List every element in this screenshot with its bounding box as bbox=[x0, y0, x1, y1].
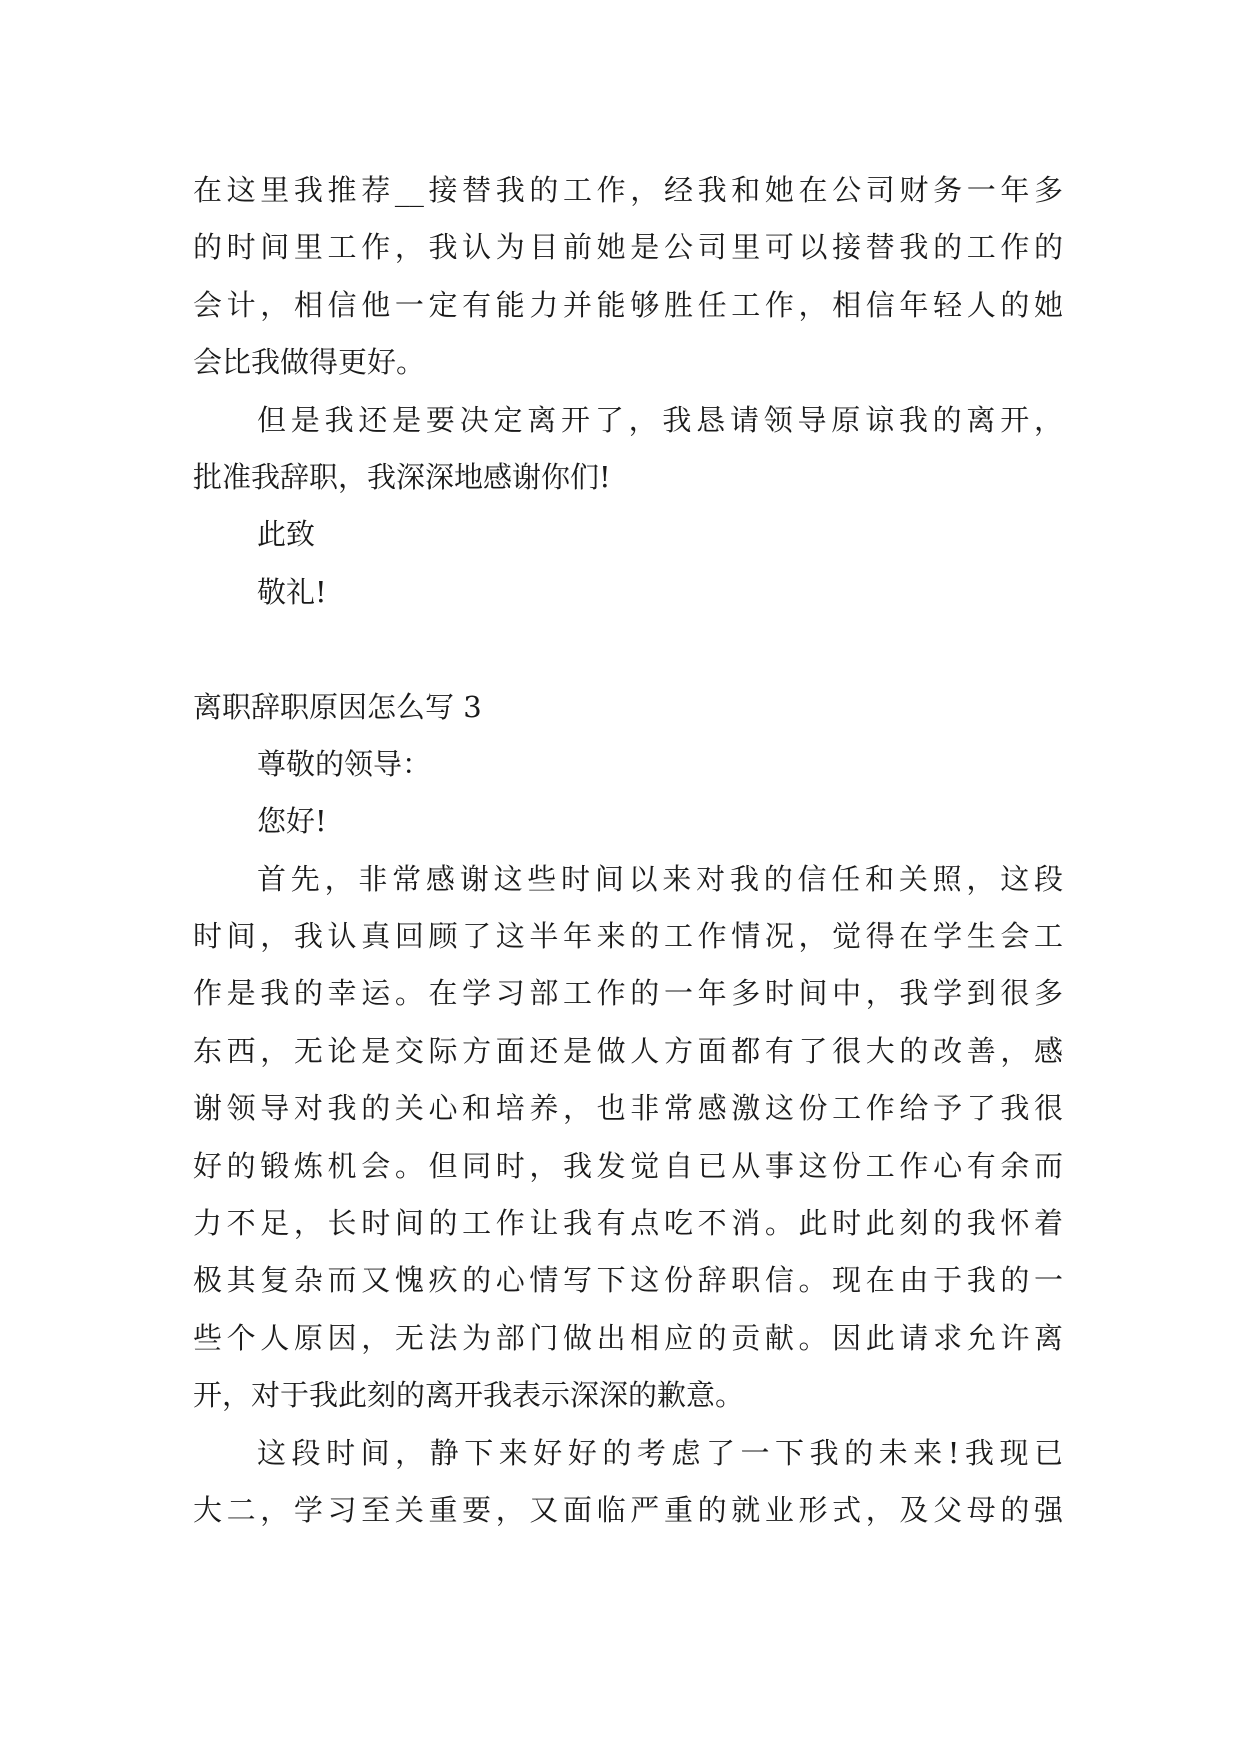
text-line: 东西，无论是交际方面还是做人方面都有了很大的改善，感 bbox=[193, 1033, 1063, 1068]
section-heading: 离职辞职原因怎么写 3 bbox=[193, 689, 482, 724]
paragraph-request bbox=[193, 392, 1063, 507]
text-line: 会比我做得更好。 bbox=[193, 345, 426, 380]
paragraph-future bbox=[193, 1425, 1063, 1540]
text-line: 开，对于我此刻的离开我表示深深的歉意。 bbox=[193, 1378, 745, 1413]
paragraph-thanks bbox=[193, 851, 1063, 1425]
text-line: 首先，非常感谢这些时间以来对我的信任和关照，这段 bbox=[257, 861, 1063, 896]
text-line: 批准我辞职，我深深地感谢你们! bbox=[193, 459, 611, 494]
document-body bbox=[193, 162, 1063, 1539]
text-line: 些个人原因，无法为部门做出相应的贡献。因此请求允许离 bbox=[193, 1320, 1063, 1355]
text-line: 会计，相信他一定有能力并能够胜任工作，相信年轻人的她 bbox=[193, 287, 1063, 322]
text-line: 力不足，长时间的工作让我有点吃不消。此时此刻的我怀着 bbox=[193, 1206, 1063, 1241]
paragraph-recommendation bbox=[193, 162, 1063, 392]
text-line: 这段时间，静下来好好的考虑了一下我的未来!我现已 bbox=[257, 1435, 1063, 1470]
text-line: 作是我的幸运。在学习部工作的一年多时间中，我学到很多 bbox=[193, 976, 1063, 1011]
text-line: 时间，我认真回顾了这半年来的工作情况，觉得在学生会工 bbox=[193, 919, 1063, 954]
text-line: 但是我还是要决定离开了，我恳请领导原谅我的离开， bbox=[257, 402, 1063, 437]
regards-phrase: 敬礼! bbox=[257, 574, 327, 609]
salutation: 尊敬的领导： bbox=[257, 746, 432, 781]
text-line: 好的锻炼机会。但同时，我发觉自已从事这份工作心有余而 bbox=[193, 1148, 1063, 1183]
text-line: 极其复杂而又愧疚的心情写下这份辞职信。现在由于我的一 bbox=[193, 1263, 1063, 1298]
text-line: 在这里我推荐__接替我的工作，经我和她在公司财务一年多 bbox=[193, 173, 1063, 207]
text-line: 大二，学习至关重要，又面临严重的就业形式，及父母的强 bbox=[193, 1492, 1063, 1527]
text-line: 的时间里工作，我认为目前她是公司里可以接替我的工作的 bbox=[193, 230, 1063, 265]
closing-phrase: 此致 bbox=[257, 517, 316, 552]
greeting: 您好! bbox=[257, 804, 327, 839]
text-line: 谢领导对我的关心和培养，也非常感激这份工作给予了我很 bbox=[193, 1091, 1063, 1126]
